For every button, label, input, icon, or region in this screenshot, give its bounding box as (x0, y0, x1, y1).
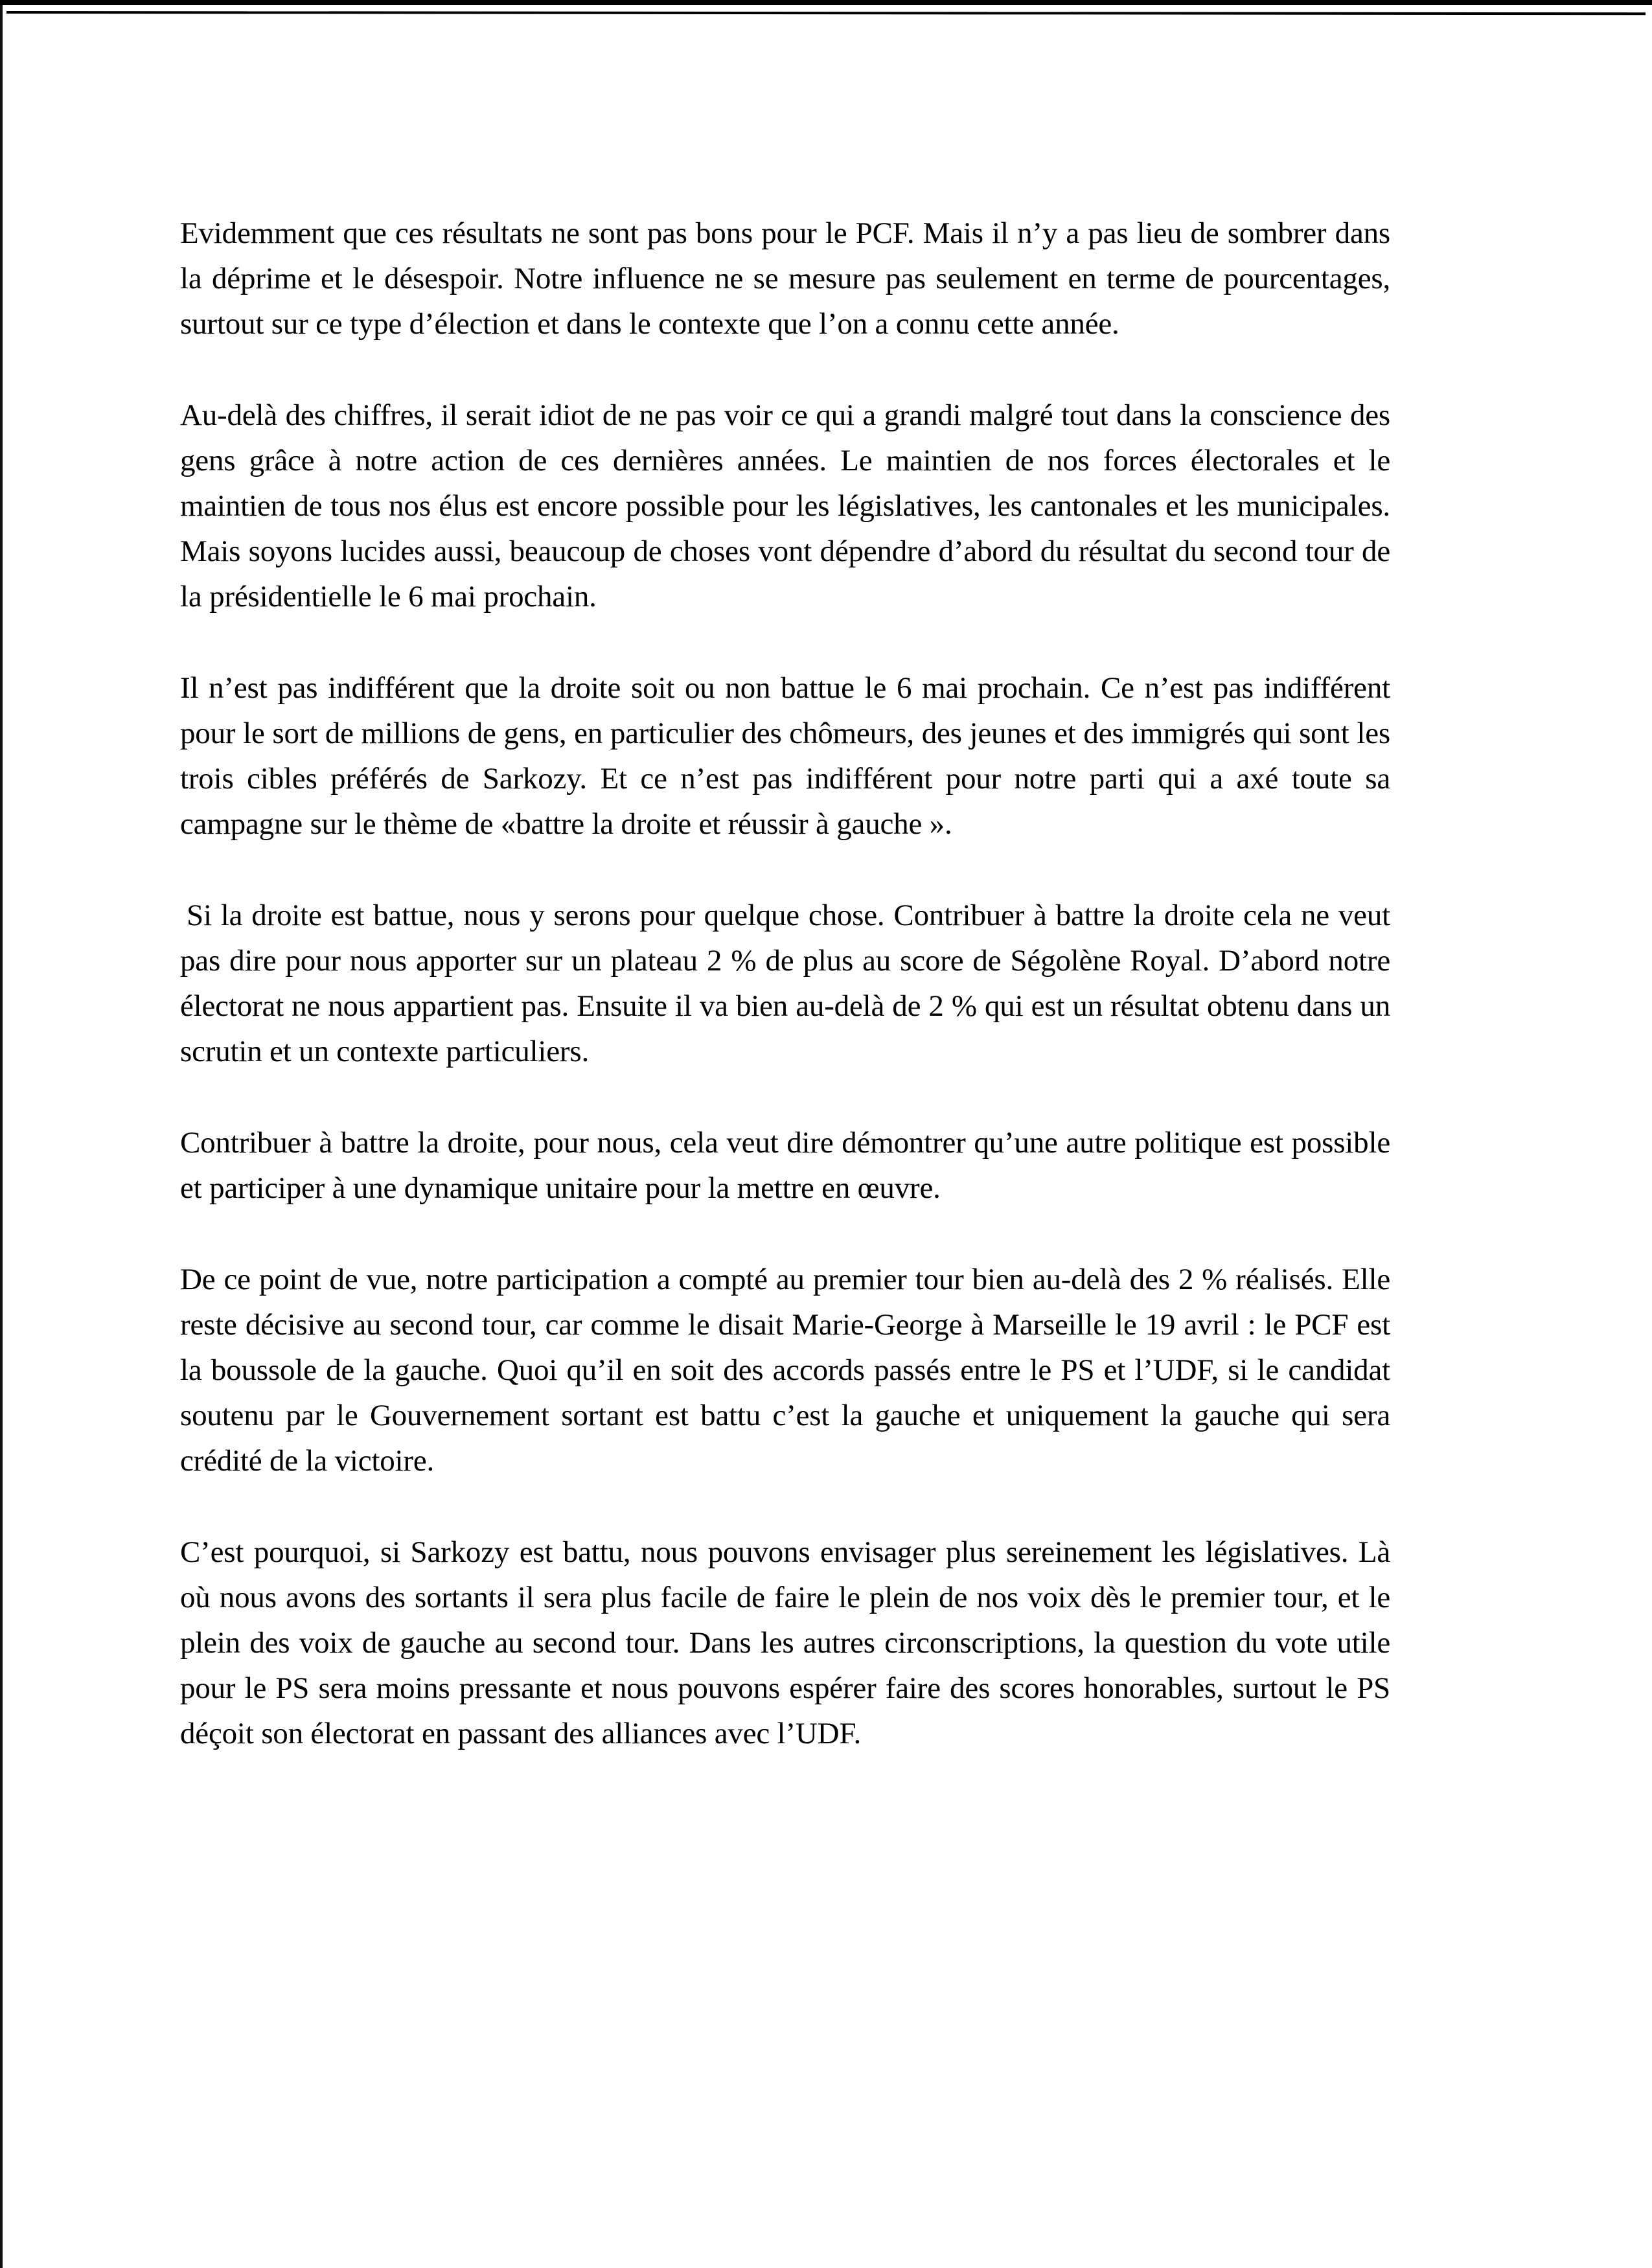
paragraph-5: Contribuer à battre la droite, pour nous, cela veut dire démontrer qu’une autre politique est possible et participer à une dynamique unitaire pour la mettre en œuvre. (180, 1126, 1390, 1205)
scan-border-top (0, 0, 1652, 5)
paragraph-7: C’est pourquoi, si Sarkozy est battu, nous pouvons envisager plus sereinement les législatives. Là où nous avons des sortants il sera plus facile de faire le plein de nos voix dès le premier tour, et le plein des voix de gauche au second tour. Dans les autres circonscriptions, la question du vote utile pour le PS sera moins pressante et nous pouvons espérer faire des scores honorables, surtout le PS déçoit son électorat en passant des alliances avec l’UDF. (180, 1535, 1390, 1750)
paragraph-4: Si la droite est battue, nous y serons pour quelque chose. Contribuer à battre la droite cela ne veut pas dire pour nous apporter sur un plateau 2 % de plus au score de Ségolène Royal. D’abord notre électorat ne nous appartient pas. Ensuite il va bien au-delà de 2 % qui est un résultat obtenu dans un scrutin et un contexte particuliers. (180, 899, 1390, 1068)
document-body (180, 211, 1390, 1802)
paragraph-6: De ce point de vue, notre participation a compté au premier tour bien au-delà des 2 % réalisés. Elle reste décisive au second tour, car comme le disait Marie-George à Marseille le 19 avril : le PCF est la boussole de la gauche. Quoi qu’il en soit des accords passés entre le PS et l’UDF, si le candidat soutenu par le Gouvernement sortant est battu c’est la gauche et uniquement la gauche qui sera crédité de la victoire. (180, 1263, 1390, 1478)
paragraph-2: Au-delà des chiffres, il serait idiot de ne pas voir ce qui a grandi malgré tout dans la conscience des gens grâce à notre action de ces dernières années. Le maintien de nos forces électorales et le maintien de tous nos élus est encore possible pour les législatives, les cantonales et les municipales. Mais soyons lucides aussi, beaucoup de choses vont dépendre d’abord du résultat du second tour de la présidentielle le 6 mai prochain. (180, 398, 1390, 613)
scan-border-left (0, 5, 3, 2268)
paragraph-3: Il n’est pas indifférent que la droite soit ou non battue le 6 mai prochain. Ce n’est pas indifférent pour le sort de millions de gens, en particulier des chômeurs, des jeunes et des immigrés qui sont les trois cibles préférés de Sarkozy. Et ce n’est pas indifférent pour notre parti qui a axé toute sa campagne sur le thème de «battre la droite et réussir à gauche ». (180, 671, 1390, 841)
paragraph-1: Evidemment que ces résultats ne sont pas bons pour le PCF. Mais il n’y a pas lieu de sombrer dans la déprime et le désespoir. Notre influence ne se mesure pas seulement en terme de pourcentages, surtout sur ce type d’élection et dans le contexte que l’on a connu cette année. (180, 216, 1390, 341)
scan-rule-top (6, 11, 1646, 15)
